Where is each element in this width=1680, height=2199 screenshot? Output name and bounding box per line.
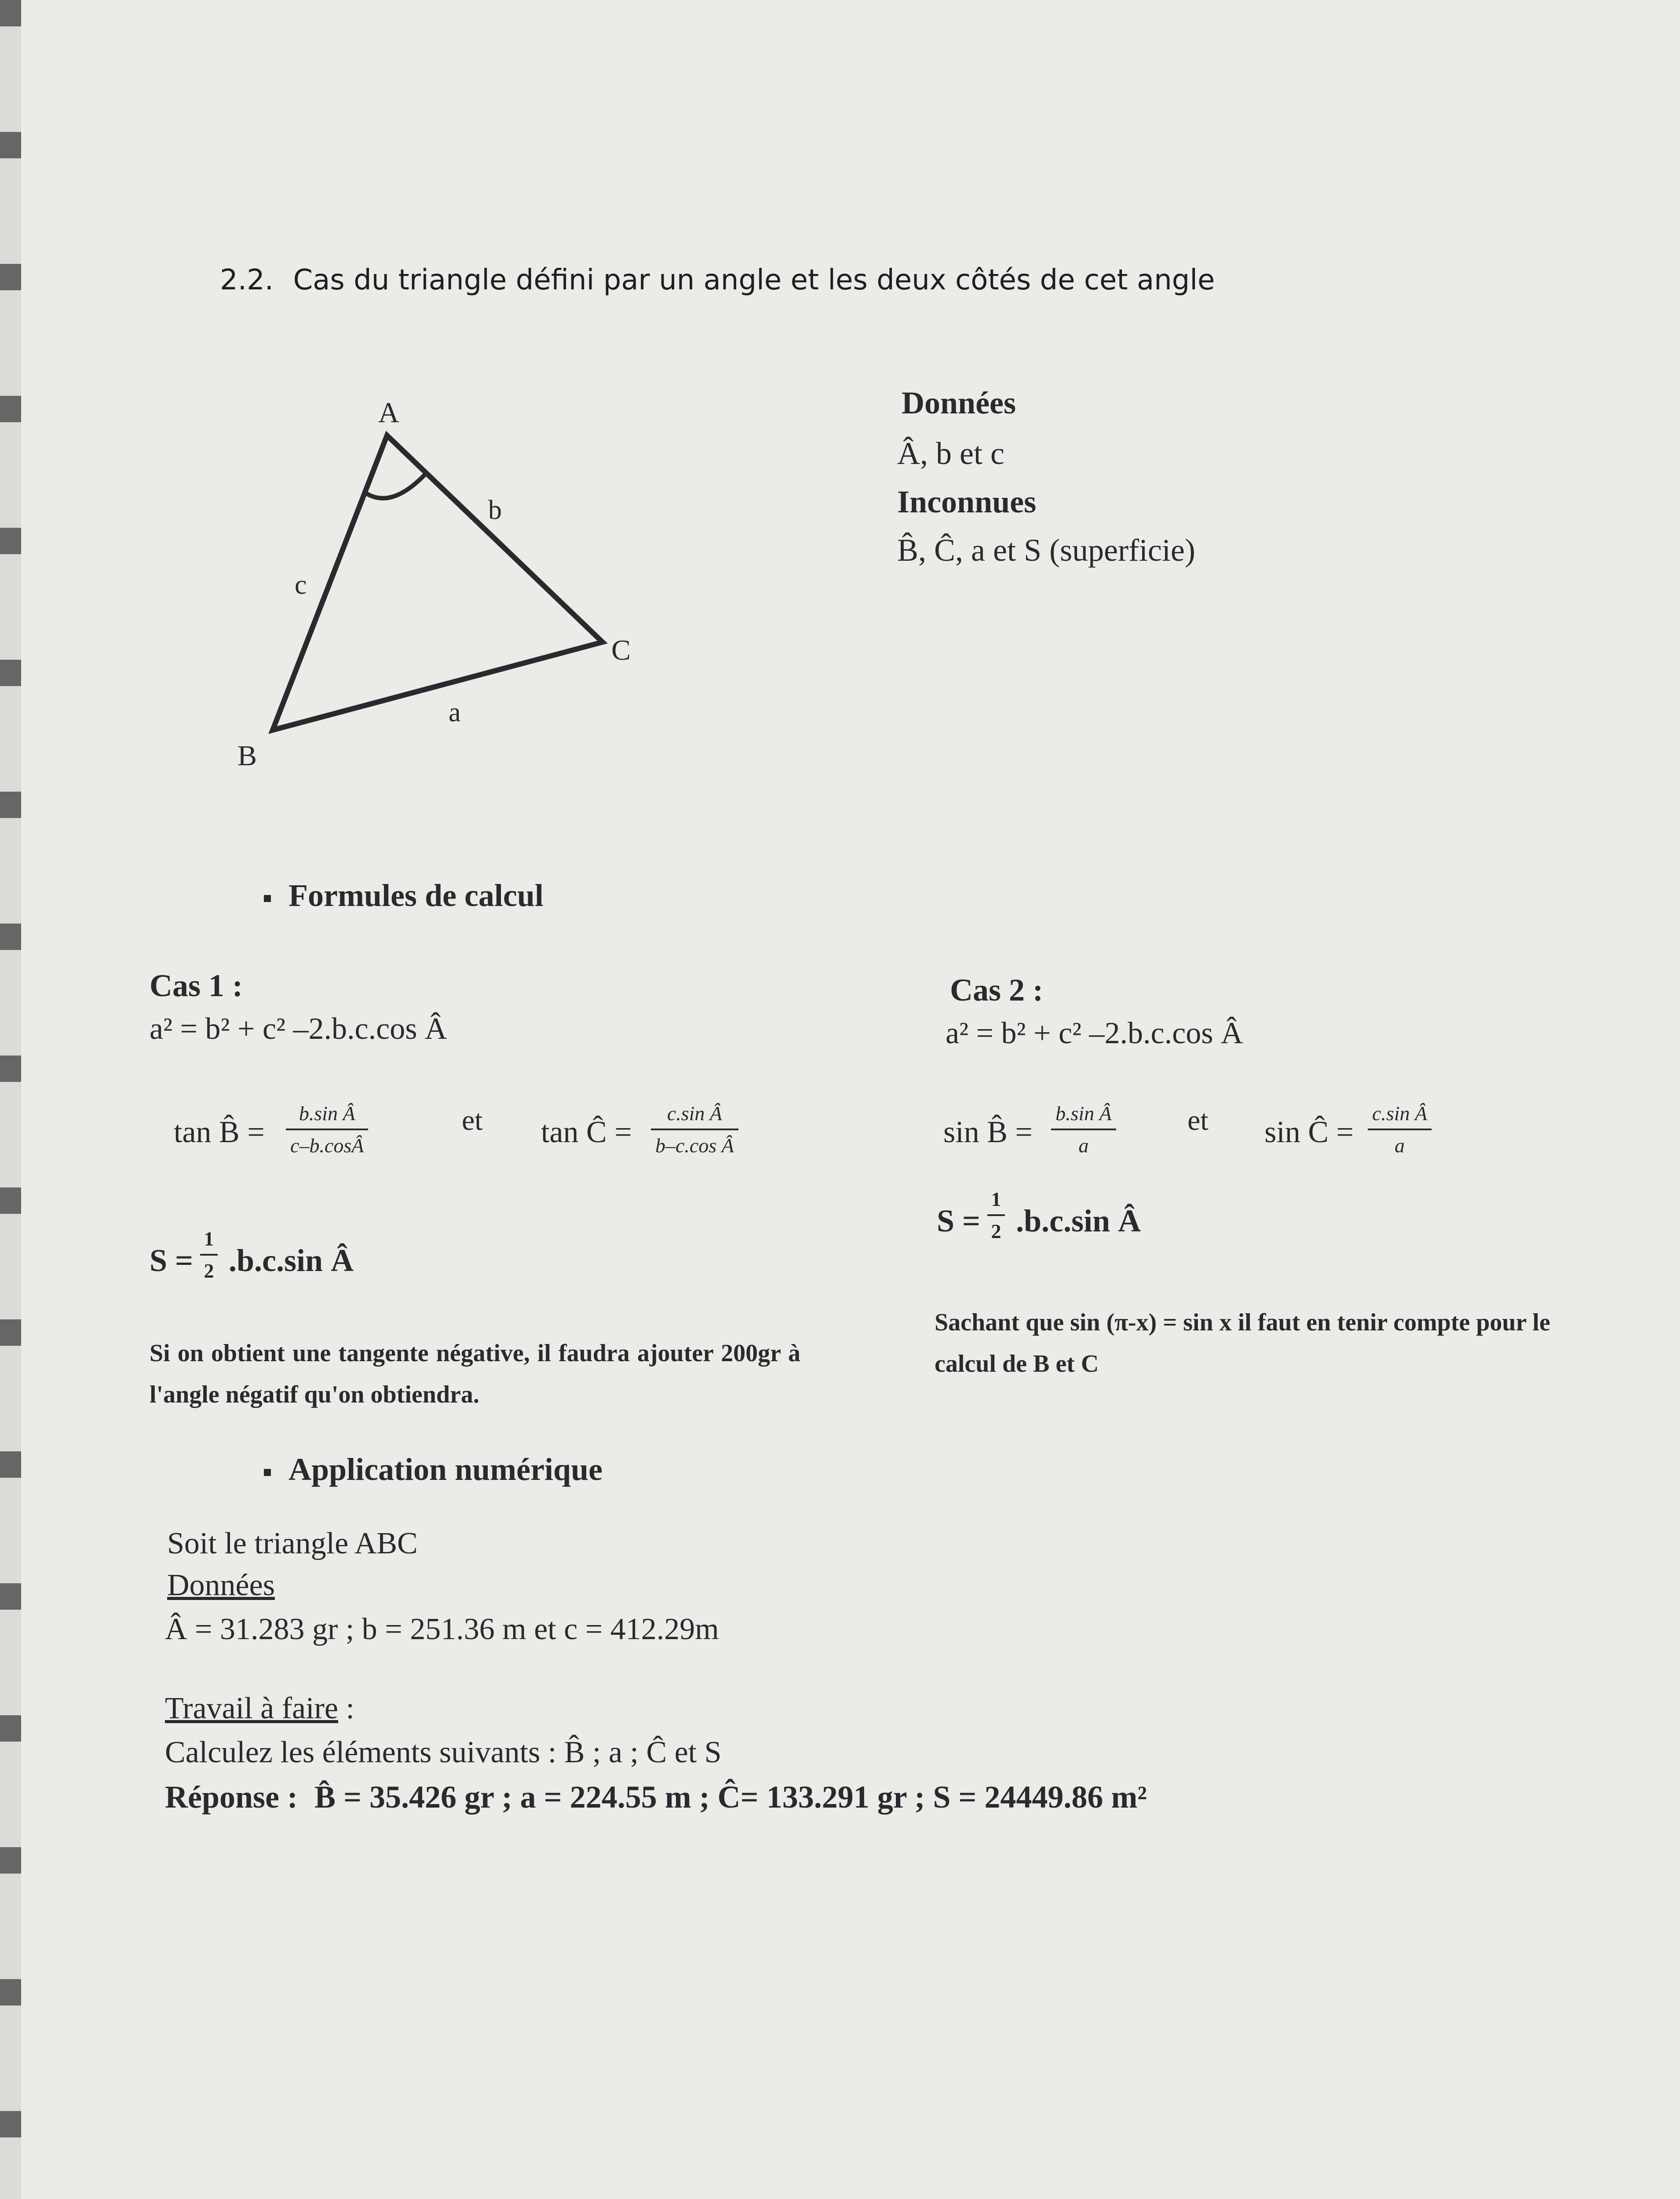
case2-cosine-law: a² = b² + c² –2.b.c.cos Â — [946, 1016, 1243, 1050]
case2-area-numerator: 1 — [991, 1188, 1001, 1210]
vertex-label-c: C — [611, 634, 631, 666]
work-task: Calculez les éléments suivants : B̂ ; a ; Ĉ et S — [165, 1735, 722, 1769]
side-label-a: a — [449, 698, 461, 727]
formulas-heading: Formules de calcul — [264, 877, 544, 914]
givens-value: Â, b et c — [897, 436, 1004, 471]
case1-tanc-label: tan Ĉ = — [541, 1115, 632, 1149]
case2-sinc-denominator: a — [1395, 1134, 1405, 1157]
answer-label: Réponse : — [165, 1779, 298, 1815]
section-heading — [220, 264, 1215, 296]
bullet-square-icon — [264, 1469, 271, 1476]
case2-et: et — [1187, 1104, 1209, 1136]
case1-tanb-label: tan B̂ = — [174, 1115, 265, 1149]
case1-area-suffix: .b.c.sin Â — [229, 1243, 354, 1278]
section-number: 2.2. — [220, 264, 274, 296]
triangle-shape — [273, 435, 603, 730]
case2-sinc-label: sin Ĉ = — [1264, 1115, 1354, 1149]
case2-area-fraction — [987, 1187, 1005, 1243]
unknowns-label: Inconnues — [897, 484, 1037, 519]
case1-area-prefix: S = — [150, 1243, 194, 1278]
givens-label: Données — [902, 385, 1016, 420]
answer-values: B̂ = 35.426 gr ; a = 224.55 m ; Ĉ= 133.291 gr ; S = 24449.86 m² — [314, 1779, 1147, 1815]
case1-tanc-numerator: c.sin Â — [667, 1102, 723, 1125]
case2-sinb-denominator: a — [1078, 1134, 1089, 1157]
section-title: Cas du triangle défini par un angle et les deux côtés de cet angle — [293, 264, 1215, 296]
case1-title: Cas 1 : — [150, 968, 243, 1003]
case2-area-denominator: 2 — [991, 1220, 1001, 1242]
vertex-label-a: A — [378, 397, 399, 429]
case2-title: Cas 2 : — [950, 972, 1043, 1008]
side-label-b: b — [488, 495, 502, 525]
vertex-label-b: B — [237, 740, 257, 772]
triangle-diagram — [220, 378, 660, 774]
case1-cosine-law: a² = b² + c² –2.b.c.cos Â — [150, 1012, 447, 1046]
case2-sinc-fraction — [1368, 1102, 1432, 1157]
side-label-c: c — [295, 570, 307, 600]
case1-et: et — [462, 1104, 483, 1136]
case1-tanb-denominator: c–b.cosÂ — [290, 1134, 364, 1157]
case2-area-prefix: S = — [937, 1203, 981, 1238]
case1-tanc-denominator: b–c.cos Â — [655, 1134, 734, 1157]
case2-sinc-numerator: c.sin Â — [1372, 1102, 1428, 1125]
case1-note: Si on obtient une tangente négative, il faudra ajouter 200gr à l'angle négatif qu'on obtiendra. — [150, 1340, 800, 1408]
application-heading: Application numérique — [264, 1451, 603, 1488]
application-givens-label: Données — [167, 1568, 275, 1602]
unknowns-value: B̂, Ĉ, a et S (superficie) — [897, 533, 1195, 568]
application-givens-values: Â = 31.283 gr ; b = 251.36 m et c = 412.29m — [165, 1612, 719, 1646]
spiral-binding — [0, 0, 21, 2199]
bullet-square-icon — [264, 895, 271, 902]
case2-note: Sachant que sin (π-x) = sin x il faut en tenir compte pour le calcul de B et C — [935, 1309, 1550, 1377]
case1-area-denominator: 2 — [204, 1260, 214, 1282]
case1-area-fraction — [200, 1227, 218, 1282]
application-intro: Soit le triangle ABC — [167, 1527, 418, 1560]
case1-tanb-numerator: b.sin Â — [299, 1102, 355, 1125]
case1-tanb-fraction — [286, 1102, 368, 1157]
work-to-do-label: Travail à faire — [165, 1691, 338, 1725]
case2-sinb-fraction — [1051, 1102, 1116, 1157]
case2-sinb-label: sin B̂ = — [943, 1115, 1033, 1149]
work-to-do-line: Travail à faire : — [165, 1691, 354, 1725]
answer-line — [165, 1779, 1147, 1815]
case2-area-suffix: .b.c.sin Â — [1016, 1203, 1141, 1238]
case1-tanc-fraction — [651, 1102, 738, 1157]
case1-area-numerator: 1 — [204, 1227, 214, 1250]
angle-a-arc — [365, 473, 427, 498]
case2-sinb-numerator: b.sin Â — [1055, 1102, 1112, 1125]
